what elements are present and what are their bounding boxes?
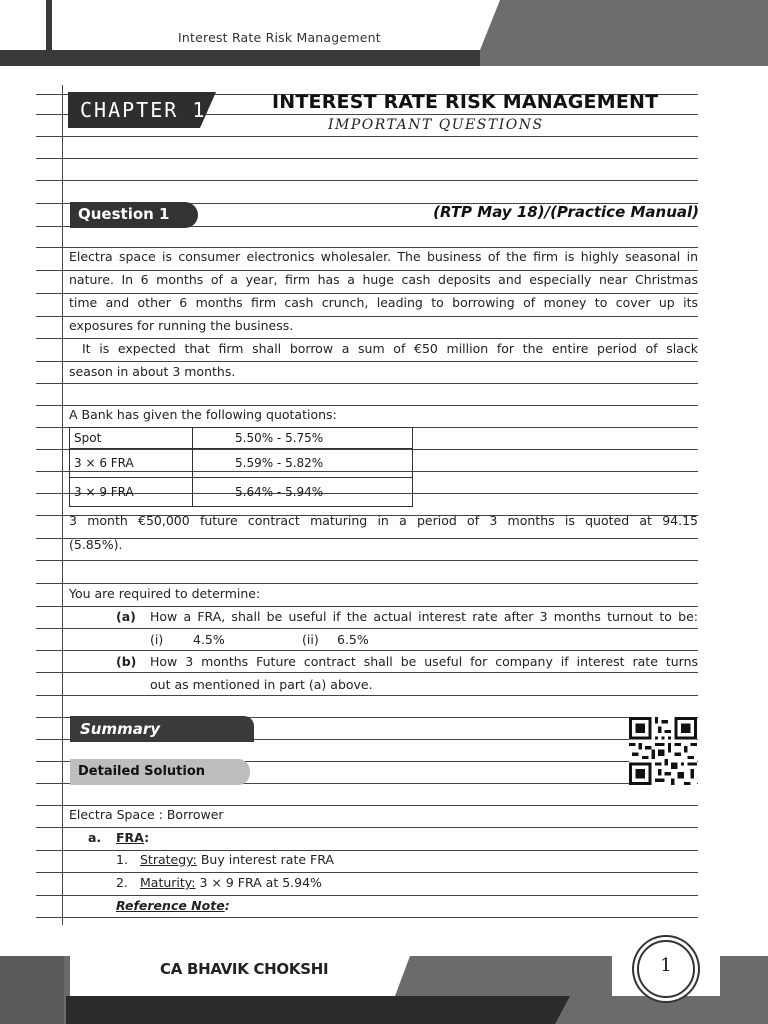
item-a-label: a.: [88, 830, 102, 845]
para1-line-1: Electra space is consumer electronics wholesaler. The business of the firm is highly seasonal in: [69, 249, 698, 264]
item-a-title: [116, 830, 149, 845]
detailed-solution-label: Detailed Solution: [78, 764, 206, 779]
table-row: [70, 449, 413, 478]
quote-rate: 5.59% - 5.82%: [193, 449, 413, 478]
para1-line-3: time and other 6 months firm cash crunch, leading to borrowing of money to cover up its: [69, 295, 698, 310]
futures-line-2: (5.85%).: [69, 537, 123, 552]
quote-rate: 5.50% - 5.75%: [193, 428, 413, 449]
reference-note-label: Reference Note: [116, 898, 225, 913]
para2-line-1: It is expected that firm shall borrow a sum of €50 million for the entire period of slack: [82, 341, 698, 356]
part-b-label: (b): [116, 654, 137, 669]
part-b-line-1: How 3 months Future contract shall be useful for company if interest rate turns: [150, 654, 698, 669]
fra-heading: FRA: [116, 830, 145, 845]
borrower-line: Electra Space : Borrower: [69, 807, 224, 822]
page-number: 1: [660, 955, 672, 976]
fra-colon: :: [144, 830, 150, 845]
table-row: [70, 428, 413, 449]
quote-rate: 5.64% - 5.94%: [193, 478, 413, 507]
qr-code[interactable]: [628, 717, 698, 785]
footer-author: CA BHAVIK CHOKSHI: [160, 960, 329, 978]
summary-label: Summary: [80, 720, 161, 738]
reference-note-colon: :: [224, 898, 230, 913]
strategy-key: Strategy:: [140, 852, 197, 867]
strategy-value: Buy interest rate FRA: [200, 852, 334, 867]
required-heading: You are required to determine:: [69, 586, 261, 601]
chapter-title: INTEREST RATE RISK MANAGEMENT: [272, 91, 659, 113]
item-2-number: 2.: [116, 875, 128, 890]
part-a-ii-label: (ii): [302, 632, 319, 647]
margin-line: [62, 85, 63, 925]
quotes-intro: A Bank has given the following quotations:: [69, 407, 337, 422]
item-2: [140, 875, 322, 890]
header-left-panel: [0, 0, 46, 50]
quote-label: Spot: [70, 428, 193, 449]
maturity-value: 3 × 9 FRA at 5.94%: [199, 875, 322, 890]
reference-note: [116, 898, 230, 913]
para1-line-2: nature. In 6 months of a year, firm has a huge cash deposits and especially near Christmas: [69, 272, 698, 287]
footer-left-block: [0, 956, 64, 1024]
para2-line-2: season in about 3 months.: [69, 364, 236, 379]
part-a-ii-value: 6.5%: [337, 632, 369, 647]
running-header: Interest Rate Risk Management: [178, 30, 381, 45]
part-a-label: (a): [116, 609, 136, 624]
chapter-label: CHAPTER 1: [80, 98, 207, 122]
quote-label: 3 × 9 FRA: [70, 478, 193, 507]
quote-label: 3 × 6 FRA: [70, 449, 193, 478]
chapter-subtitle: IMPORTANT QUESTIONS: [328, 117, 544, 133]
item-1: [140, 852, 334, 867]
table-row: [70, 478, 413, 507]
part-a-i-value: 4.5%: [193, 632, 225, 647]
maturity-key: Maturity:: [140, 875, 196, 890]
part-a-i-label: (i): [150, 632, 164, 647]
question-reference: (RTP May 18)/(Practice Manual): [433, 203, 699, 221]
para1-line-4: exposures for running the business.: [69, 318, 294, 333]
quotations-table: [69, 427, 413, 507]
item-1-number: 1.: [116, 852, 128, 867]
part-b-line-2: out as mentioned in part (a) above.: [150, 677, 373, 692]
question-label: Question 1: [78, 205, 170, 223]
futures-line-1: 3 month €50,000 future contract maturing in a period of 3 months is quoted at 94.15: [69, 513, 698, 528]
part-a-text: How a FRA, shall be useful if the actual interest rate after 3 months turnout to be:: [150, 609, 698, 624]
